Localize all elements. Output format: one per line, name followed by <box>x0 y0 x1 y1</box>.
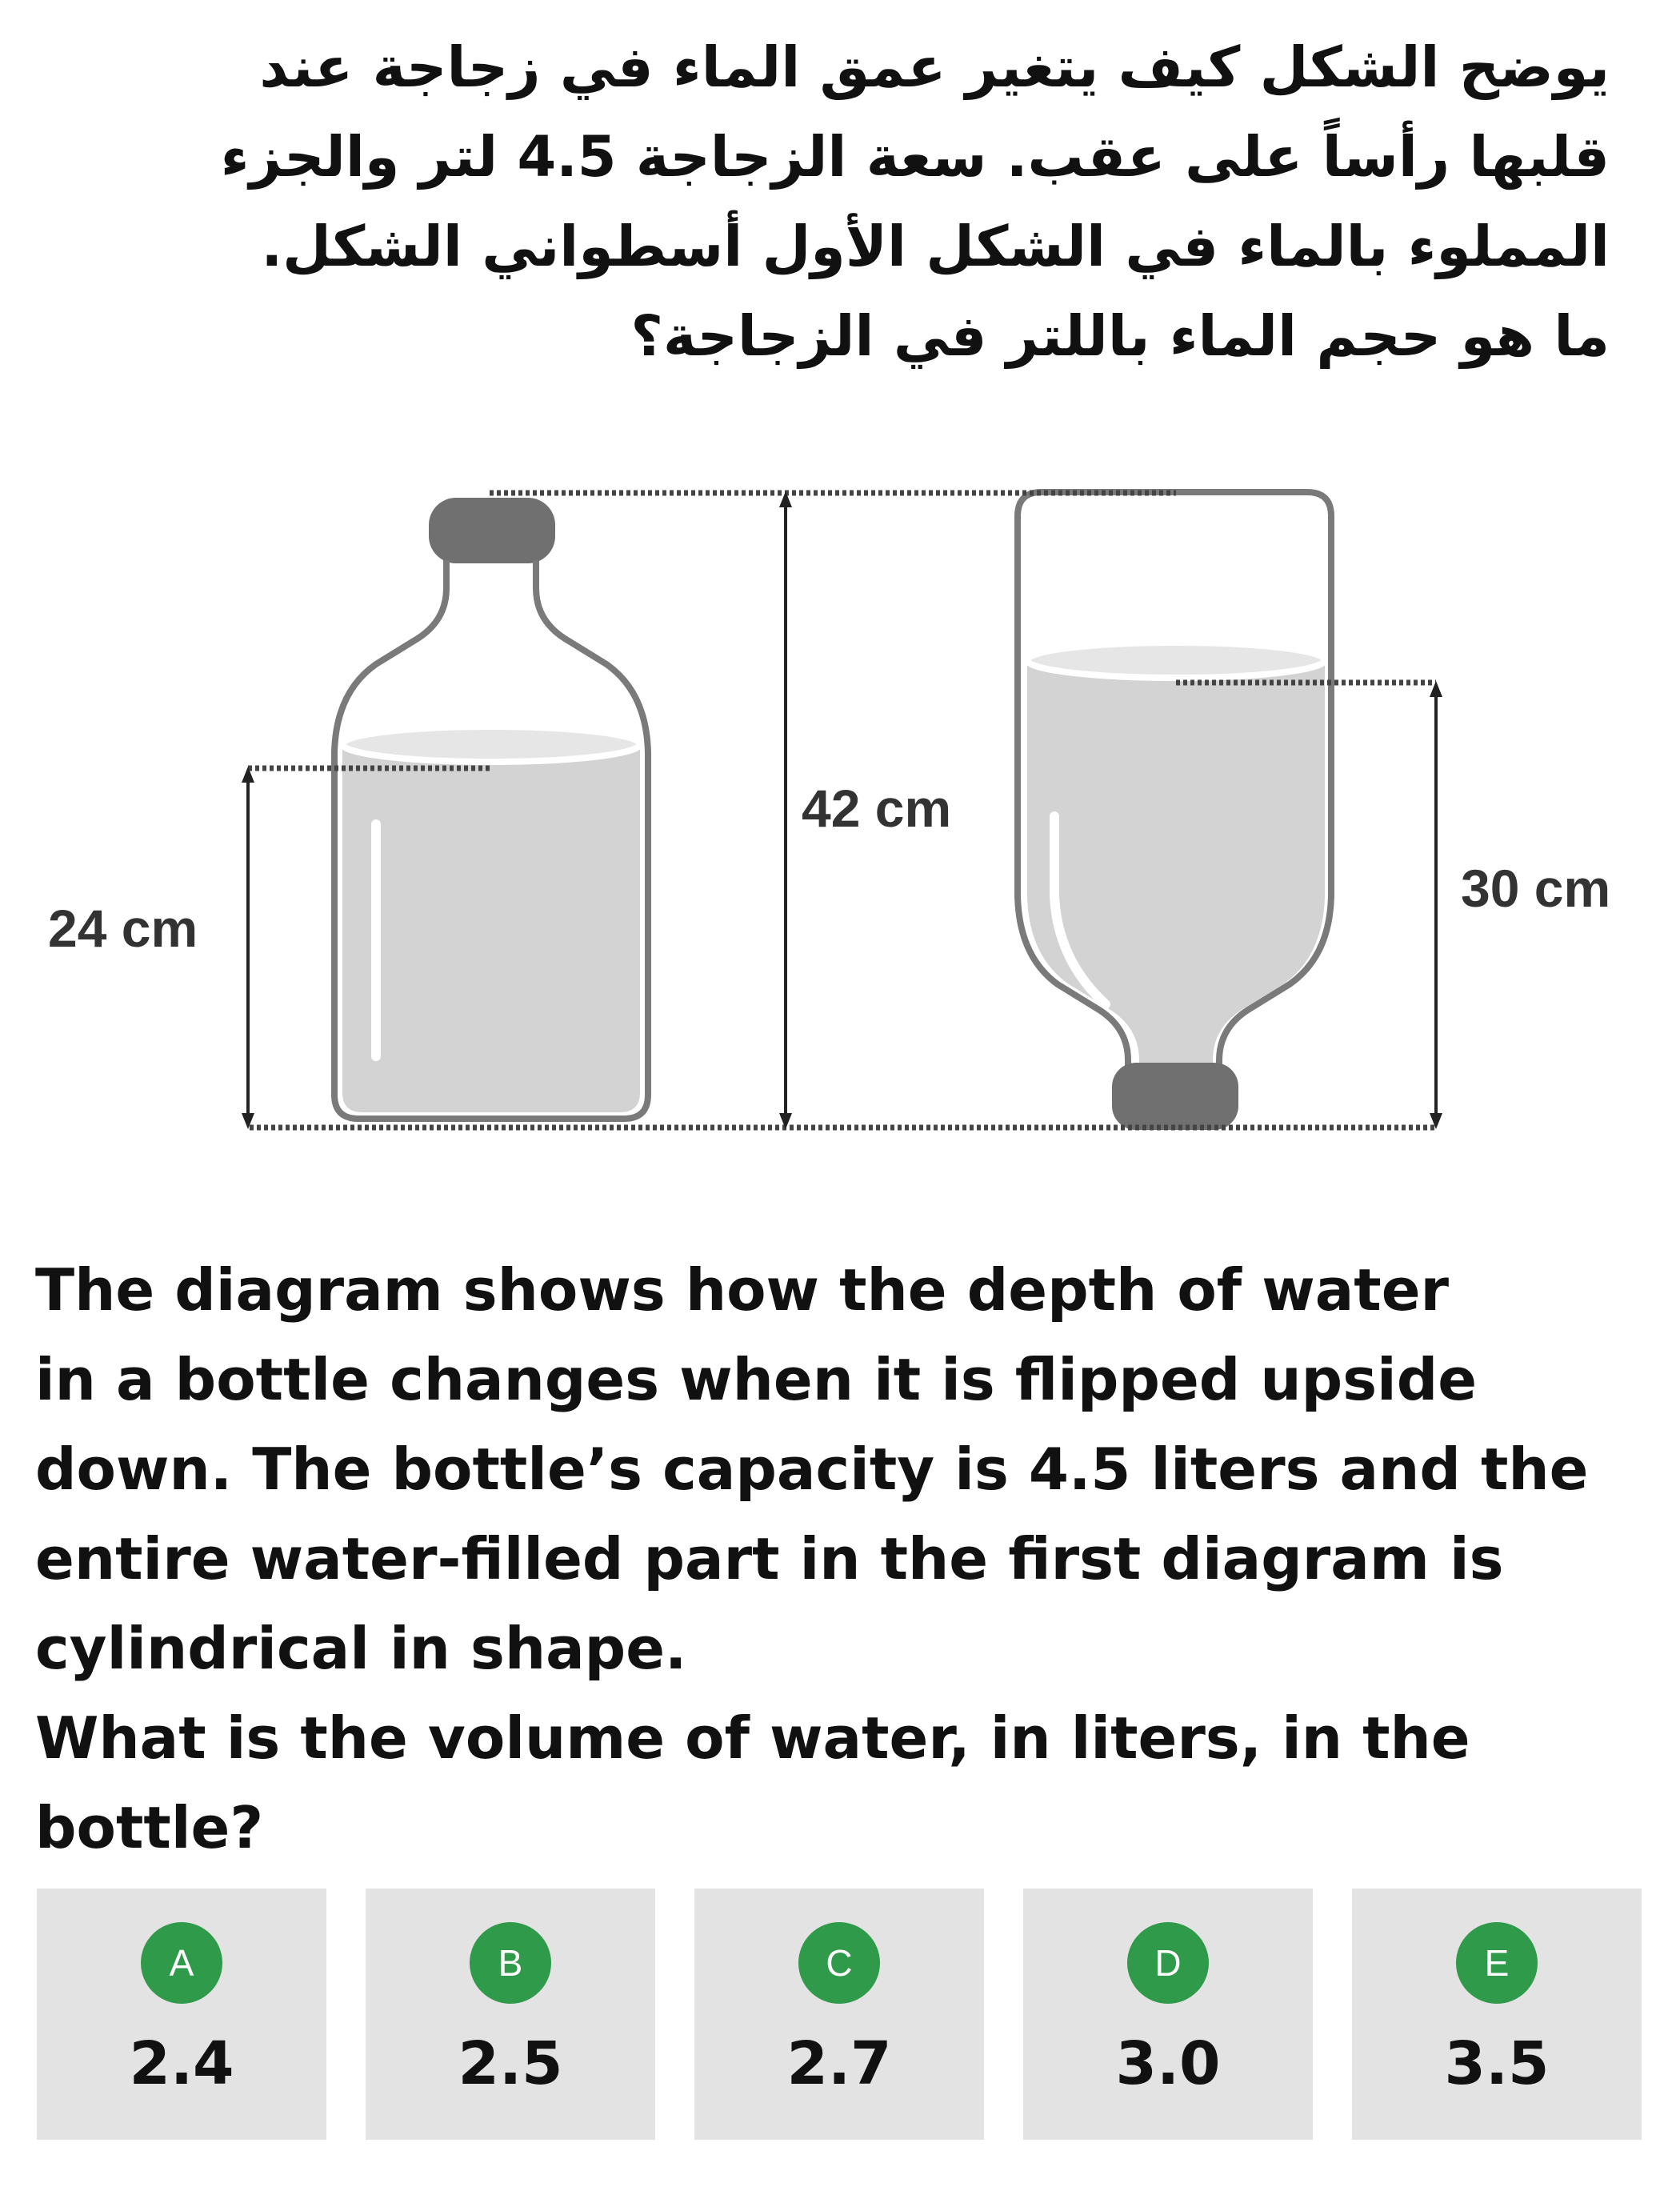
inverted-bottle-cap <box>1112 1063 1238 1130</box>
question-english-line: entire water-filled part in the first diagram is <box>35 1525 1504 1592</box>
question-english-line: What is the volume of water, in liters, in the <box>35 1704 1470 1772</box>
question-english-line: bottle? <box>35 1794 264 1861</box>
choice-value: 2.5 <box>458 2029 563 2098</box>
answer-choices <box>37 1889 1642 2140</box>
dimension-label-middle: 42 cm <box>802 779 952 838</box>
choice-value: 2.7 <box>786 2029 892 2098</box>
inverted-water-surface <box>1027 643 1325 678</box>
question-arabic-line: المملوء بالماء في الشكل الأول أسطواني الشكل. <box>261 214 1610 279</box>
bottle-diagram <box>0 448 1680 1168</box>
question-arabic-line: ما هو حجم الماء باللتر في الزجاجة؟ <box>630 303 1610 369</box>
question-english-line: cylindrical in shape. <box>35 1615 687 1682</box>
choice-d[interactable] <box>1023 1889 1313 2140</box>
choice-value: 2.4 <box>129 2029 234 2098</box>
upright-water <box>342 744 640 1112</box>
choice-b[interactable] <box>366 1889 655 2140</box>
choice-letter-badge: C <box>798 1922 880 2004</box>
upright-bottle <box>334 498 648 1119</box>
choice-letter-badge: B <box>470 1922 551 2004</box>
inverted-bottle <box>1018 492 1331 1130</box>
upright-bottle-cap <box>429 498 555 563</box>
choice-letter-badge: E <box>1456 1922 1538 2004</box>
question-english-line: The diagram shows how the depth of water <box>35 1256 1450 1324</box>
choice-letter-badge: A <box>141 1922 222 2004</box>
choice-letter-badge: D <box>1127 1922 1209 2004</box>
question-english <box>35 1245 1603 1873</box>
choice-e[interactable] <box>1352 1889 1642 2140</box>
choice-value: 3.0 <box>1115 2029 1221 2098</box>
inverted-water <box>1027 660 1325 1066</box>
question-arabic <box>90 22 1610 381</box>
question-arabic-line: قلبها رأساً على عقب. سعة الزجاجة 4.5 لتر والجزء <box>220 124 1610 190</box>
question-arabic-line: يوضح الشكل كيف يتغير عمق الماء في زجاجة عند <box>259 34 1610 100</box>
dimension-label-right: 30 cm <box>1461 859 1611 918</box>
choice-value: 3.5 <box>1444 2029 1550 2098</box>
question-english-line: in a bottle changes when it is flipped upside <box>35 1346 1478 1413</box>
question-english-line: down. The bottle’s capacity is 4.5 liters and the <box>35 1436 1589 1503</box>
choice-a[interactable] <box>37 1889 326 2140</box>
upright-water-surface <box>342 727 640 762</box>
dimension-label-left: 24 cm <box>48 899 198 958</box>
choice-c[interactable] <box>694 1889 984 2140</box>
